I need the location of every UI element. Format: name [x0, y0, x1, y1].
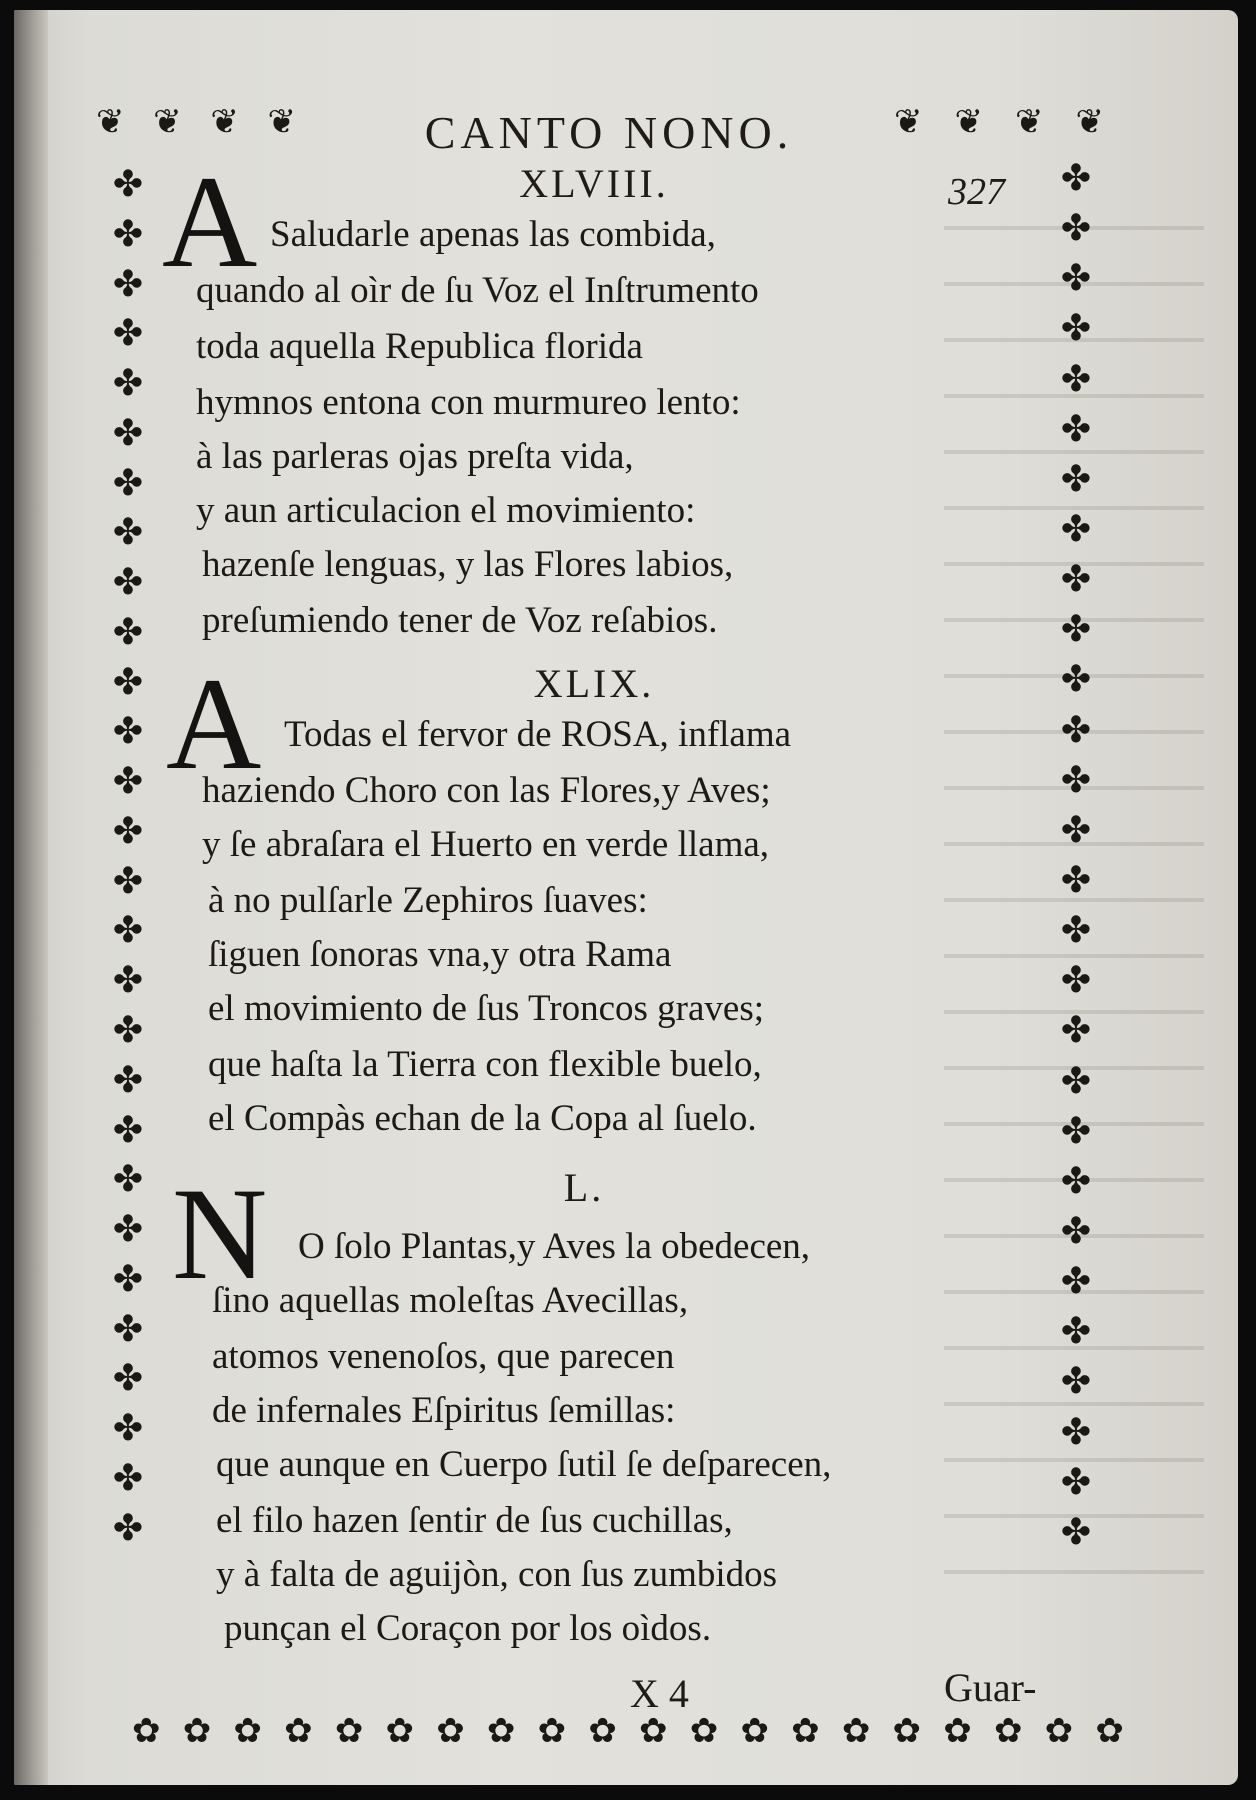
book-page	[14, 10, 1238, 1785]
fleuron-icon: ✤	[1060, 1010, 1092, 1051]
fleuron-icon: ✿	[486, 1713, 516, 1750]
fleuron-icon: ✤	[1060, 358, 1092, 399]
verse-line: à las parleras ojas preſta vida,	[196, 436, 634, 477]
verse-line: que haſta la Tierra con flexible buelo,	[208, 1044, 762, 1085]
fleuron-icon: ✤	[1060, 408, 1092, 449]
fleuron-icon: ✤	[112, 1358, 144, 1399]
fleuron-icon: ✤	[1060, 258, 1092, 299]
fleuron-icon: ❦	[1015, 104, 1044, 141]
top-right-ornament	[894, 106, 1104, 140]
page-number: 327	[948, 171, 1005, 213]
fleuron-icon: ✤	[112, 1109, 144, 1150]
fleuron-icon: ✤	[112, 412, 144, 453]
fleuron-icon: ✿	[588, 1713, 617, 1750]
fleuron-icon: ✿	[132, 1713, 161, 1750]
fleuron-icon: ✤	[112, 960, 144, 1001]
fleuron-icon: ✿	[385, 1713, 415, 1750]
fleuron-icon: ✿	[1095, 1713, 1124, 1750]
fleuron-icon: ✤	[1060, 308, 1092, 349]
fleuron-icon: ❦	[1075, 104, 1104, 141]
fleuron-icon: ✤	[1060, 709, 1092, 750]
verse-line: y aun articulacion el movimiento:	[196, 490, 696, 531]
drop-cap: A	[162, 148, 258, 295]
verse-line: atomos venenoſos, que parecen	[212, 1336, 675, 1377]
fleuron-icon: ✤	[112, 1507, 144, 1548]
fleuron-icon: ✤	[1060, 508, 1092, 549]
fleuron-icon: ✤	[1060, 1110, 1092, 1151]
fleuron-icon: ✤	[112, 1159, 144, 1200]
catchword: Guar-	[944, 1665, 1037, 1710]
fleuron-icon: ✤	[112, 363, 144, 404]
fleuron-icon: ✤	[1060, 960, 1092, 1001]
fleuron-icon: ✤	[1060, 458, 1092, 499]
fleuron-icon: ✤	[1060, 1361, 1092, 1402]
fleuron-icon: ✤	[1060, 559, 1092, 600]
signature-mark: X 4	[630, 1671, 689, 1716]
fleuron-icon: ✤	[1060, 609, 1092, 650]
verse-line: ſiguen ſonoras vna,y otra Rama	[208, 934, 672, 975]
fleuron-icon: ✿	[740, 1713, 769, 1750]
verse-line: Saludarle apenas las combida,	[270, 214, 716, 255]
verse-line: y ſe abraſara el Huerto en verde llama,	[202, 824, 770, 865]
fleuron-icon: ✤	[112, 611, 144, 652]
book-gutter	[14, 10, 48, 1785]
fleuron-icon: ✿	[334, 1713, 364, 1750]
fleuron-icon: ✤	[1060, 1210, 1092, 1251]
drop-cap: N	[172, 1160, 268, 1307]
fleuron-icon: ✤	[1060, 158, 1092, 198]
verse-line: O ſolo Plantas,y Aves la obedecen,	[298, 1226, 811, 1267]
fleuron-icon: ✿	[892, 1713, 922, 1750]
verse-line: que aunque en Cuerpo ſutil ſe deſparecen,	[216, 1444, 832, 1485]
fleuron-icon: ✤	[1060, 1311, 1092, 1352]
fleuron-icon: ✤	[112, 910, 144, 951]
fleuron-icon: ✤	[112, 1010, 144, 1051]
fleuron-icon: ✿	[537, 1713, 567, 1750]
stanza-numeral: XLIX.	[533, 661, 655, 706]
right-border-ornament	[1054, 160, 1098, 1550]
verse-line: el Compàs echan de la Copa al ſuelo.	[208, 1098, 757, 1139]
top-left-ornament	[96, 106, 296, 140]
fleuron-icon: ✤	[112, 164, 144, 204]
fleuron-icon: ✤	[112, 313, 144, 354]
left-border-ornament	[106, 166, 150, 1546]
fleuron-icon: ❦	[954, 104, 983, 141]
fleuron-icon: ✤	[1060, 759, 1092, 800]
fleuron-icon: ✤	[1060, 1461, 1092, 1502]
verse-line: el movimiento de ſus Troncos graves;	[208, 988, 764, 1029]
verse-line: hazenſe lenguas, y las Flores labios,	[202, 544, 734, 585]
fleuron-icon: ✿	[943, 1713, 972, 1750]
fleuron-icon: ✿	[689, 1713, 719, 1750]
verse-line: y à falta de aguijòn, con ſus zumbidos	[216, 1554, 778, 1595]
fleuron-icon: ✤	[112, 1457, 144, 1498]
fleuron-icon: ✤	[1060, 659, 1092, 700]
fleuron-icon: ✤	[1060, 1160, 1092, 1201]
fleuron-icon: ✤	[112, 263, 144, 304]
fleuron-icon: ✿	[182, 1713, 212, 1750]
fleuron-icon: ✿	[436, 1713, 465, 1750]
fleuron-icon: ✿	[841, 1713, 871, 1750]
fleuron-icon: ✿	[233, 1713, 262, 1750]
fleuron-icon: ✤	[112, 1308, 144, 1349]
fleuron-icon: ✤	[1060, 1261, 1092, 1302]
fleuron-icon: ❦	[267, 104, 296, 141]
fleuron-icon: ✤	[112, 810, 144, 851]
fleuron-icon: ✤	[112, 1209, 144, 1250]
verse-line: el filo hazen ſentir de ſus cuchillas,	[216, 1500, 733, 1541]
fleuron-icon: ✤	[1060, 1511, 1092, 1552]
fleuron-icon: ✤	[1060, 809, 1092, 850]
fleuron-icon: ✤	[112, 1059, 144, 1100]
stanza-numeral: XLVIII.	[519, 161, 669, 206]
fleuron-icon: ✤	[1060, 910, 1092, 951]
fleuron-icon: ✿	[993, 1713, 1023, 1750]
fleuron-icon: ✤	[112, 213, 144, 254]
fleuron-icon: ✤	[1060, 1411, 1092, 1452]
fleuron-icon: ✤	[112, 661, 144, 702]
drop-cap: A	[166, 650, 262, 797]
fleuron-icon: ❦	[96, 104, 125, 141]
fleuron-icon: ✤	[112, 1408, 144, 1449]
verse-line: de infernales Eſpiritus ſemillas:	[212, 1390, 676, 1431]
fleuron-icon: ✿	[284, 1713, 313, 1750]
fleuron-icon: ✤	[112, 711, 144, 752]
fleuron-icon: ✤	[1060, 1060, 1092, 1101]
fleuron-icon: ✤	[112, 512, 144, 553]
verse-line: preſumiendo tener de Voz reſabios.	[202, 600, 718, 641]
fleuron-icon: ✤	[112, 860, 144, 901]
verse-line: Todas el fervor de ROSA, inflama	[284, 714, 792, 755]
verse-line: ſino aquellas moleſtas Avecillas,	[212, 1280, 689, 1321]
verse-line: à no pulſarle Zephiros ſuaves:	[208, 880, 648, 921]
fleuron-icon: ❦	[894, 104, 923, 141]
page-title: CANTO NONO.	[424, 107, 794, 158]
verse-line: quando al oìr de ſu Voz el Inſtrumento	[196, 270, 759, 311]
fleuron-icon: ✿	[639, 1713, 668, 1750]
bottom-border-ornament	[132, 1715, 1124, 1749]
verse-line: haziendo Choro con las Flores,y Aves;	[202, 770, 771, 811]
stanza-numeral: L.	[563, 1165, 605, 1210]
verse-line: punçan el Coraçon por los oìdos.	[224, 1608, 712, 1649]
fleuron-icon: ✤	[1060, 859, 1092, 900]
verse-line: hymnos entona con murmureo lento:	[196, 382, 741, 423]
fleuron-icon: ❦	[210, 104, 239, 141]
fleuron-icon: ✤	[1060, 208, 1092, 249]
fleuron-icon: ✤	[112, 562, 144, 603]
fleuron-icon: ✤	[112, 761, 144, 802]
fleuron-icon: ✤	[112, 462, 144, 503]
fleuron-icon: ✤	[112, 1258, 144, 1299]
fleuron-icon: ❦	[153, 104, 182, 141]
fleuron-icon: ✿	[791, 1713, 820, 1750]
fleuron-icon: ✿	[1044, 1713, 1074, 1750]
verse-line: toda aquella Republica florida	[196, 326, 643, 367]
